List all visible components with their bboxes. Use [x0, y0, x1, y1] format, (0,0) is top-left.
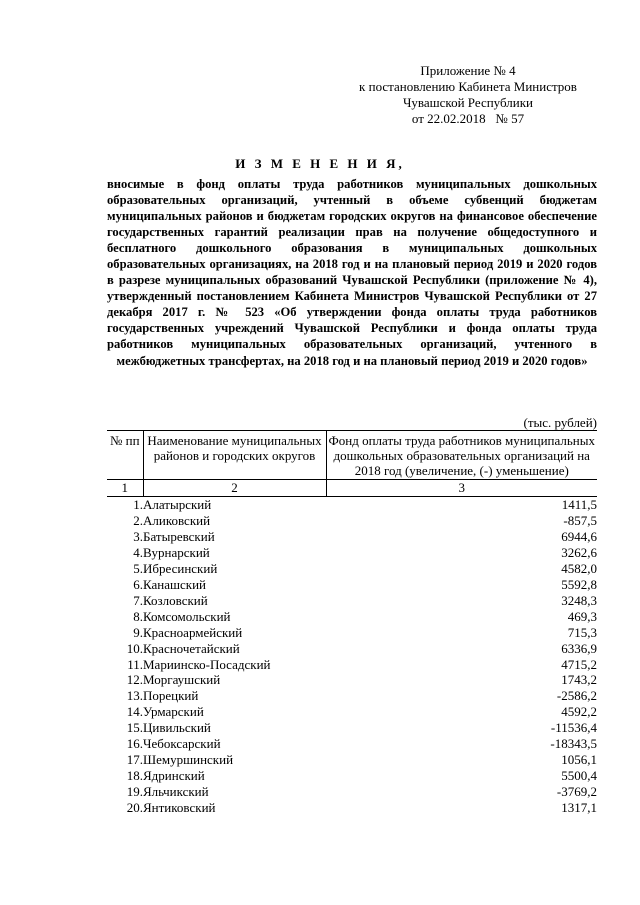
document-subtitle: вносимые в фонд оплаты труда работников муниципальных дошкольных образовательных организаций, учтенный в объеме субвенций бюджетам муниципальных районов и бюджетам городских округов на финансовое обеспечение государственных гарантий реализации прав на получение общедоступного и бесплатного дошкольного образования в муниципальных дошкольных образовательных организациях, на 2018 год и на плановый период 2019 и 2020 годов в разрезе муниципальных образований Чувашской Республики (приложение № 4), утвержденный постановлением Кабинета Министров Чувашской Республики от 27 декабря 2017 г. № 523 «Об утверждении фонда оплаты труда работников государственных учреждений Чувашской Республики и фонда оплаты труда работников муниципальных образовательных организаций, учтенного в межбюджетных трансфертах, на 2018 год и на плановый период 2019 и 2020 годов» [107, 177, 597, 368]
row-number: 2. [133, 512, 143, 528]
municipality-name: Вурнарский [143, 544, 210, 560]
row-number: 1. [133, 497, 143, 512]
row-number: 3. [133, 528, 143, 544]
table-row [107, 641, 597, 657]
table-row [107, 736, 597, 752]
fund-change-value: 1317,1 [561, 800, 597, 816]
municipality-name: Шемуршинский [143, 752, 234, 768]
table-row [107, 609, 597, 625]
table-row [107, 577, 597, 593]
row-number: 7. [133, 592, 143, 608]
fund-change-value: -3769,2 [556, 784, 597, 800]
municipality-name: Мариинско-Посадский [143, 656, 271, 672]
municipality-name: Алатырский [143, 497, 212, 512]
municipality-name: Яльчикский [143, 784, 209, 800]
appendix-number: Приложение № 4 [420, 63, 516, 78]
table-row [107, 672, 597, 688]
header-fund: Фонд оплаты труда работников муниципальных дошкольных образовательных организаций на 2018 год (увеличение, (-) уменьшение) [326, 431, 597, 480]
row-number: 10. [126, 640, 143, 656]
fund-change-value: -2586,2 [556, 688, 597, 704]
row-number: 12. [126, 672, 143, 688]
row-number: 4. [133, 544, 143, 560]
municipality-name: Красноармейский [143, 624, 243, 640]
table-row [107, 784, 597, 800]
unit-label: (тыс. рублей) [523, 415, 597, 430]
row-number: 9. [133, 624, 143, 640]
municipality-name: Моргаушский [143, 672, 221, 688]
row-number: 16. [126, 736, 143, 752]
fund-change-value: 3248,3 [561, 592, 597, 608]
fund-change-value: -18343,5 [550, 736, 597, 752]
row-number: 15. [126, 720, 143, 736]
fund-change-value: -857,5 [563, 512, 597, 528]
table-row [107, 593, 597, 609]
fund-change-value: 5592,8 [561, 576, 597, 592]
table-row [107, 657, 597, 673]
fund-change-value: 3262,6 [561, 544, 597, 560]
index-cell-1: 1 [107, 480, 143, 497]
table-row [107, 800, 597, 816]
municipality-name: Канашский [143, 576, 207, 592]
appendix-date: от 22.02.2018 № 57 [411, 111, 525, 126]
appendix-republic: Чувашской Республики [402, 95, 534, 110]
row-number: 11. [127, 656, 143, 672]
table-row [107, 704, 597, 720]
fund-change-value: 4715,2 [561, 656, 597, 672]
table-row [107, 752, 597, 768]
row-number: 14. [126, 704, 143, 720]
municipality-name: Красночетайский [143, 640, 240, 656]
document-heading: И З М Е Н Е Н И Я, [235, 156, 405, 171]
table-row [107, 497, 597, 513]
header-municipality: Наименование муниципальных районов и городских округов [143, 431, 326, 480]
municipality-name: Козловский [143, 592, 208, 608]
row-number: 18. [126, 768, 143, 784]
row-number: 13. [126, 688, 143, 704]
municipality-name: Ибресинский [143, 560, 218, 576]
municipality-name: Янтиковский [143, 800, 216, 816]
fund-change-value: 5500,4 [561, 768, 597, 784]
index-cell-3: 3 [326, 480, 597, 497]
row-number: 6. [133, 576, 143, 592]
fund-change-value: 1411,5 [561, 497, 597, 512]
index-cell-2: 2 [143, 480, 326, 497]
table-row [107, 688, 597, 704]
table-index-row [107, 480, 597, 497]
municipality-name: Цивильский [143, 720, 211, 736]
table-row [107, 545, 597, 561]
fund-change-value: 6336,9 [561, 640, 597, 656]
header-number: № пп [107, 431, 143, 480]
fund-change-value: 4592,2 [561, 704, 597, 720]
municipality-name: Урмарский [143, 704, 204, 720]
changes-table [107, 430, 597, 816]
fund-change-value: -11536,4 [550, 720, 597, 736]
municipality-name: Батыревский [143, 528, 215, 544]
municipality-name: Комсомольский [143, 608, 231, 624]
appendix-reference: к постановлению Кабинета Министров [359, 79, 577, 94]
table-header-row [107, 431, 597, 480]
table-row [107, 561, 597, 577]
row-number: 5. [133, 560, 143, 576]
table-row [107, 529, 597, 545]
row-number: 17. [126, 752, 143, 768]
municipality-name: Аликовский [143, 512, 211, 528]
fund-change-value: 6944,6 [561, 528, 597, 544]
appendix-block [340, 63, 596, 127]
row-number: 8. [133, 608, 143, 624]
municipality-name: Порецкий [143, 688, 199, 704]
row-number: 19. [126, 784, 143, 800]
fund-change-value: 715,3 [567, 624, 597, 640]
municipality-name: Чебоксарский [143, 736, 221, 752]
table-row [107, 513, 597, 529]
table-row [107, 768, 597, 784]
municipality-name: Ядринский [143, 768, 205, 784]
fund-change-value: 1056,1 [561, 752, 597, 768]
row-number: 20. [126, 800, 143, 816]
table-row [107, 720, 597, 736]
fund-change-value: 1743,2 [561, 672, 597, 688]
table-row [107, 625, 597, 641]
table-body [107, 497, 597, 817]
fund-change-value: 469,3 [567, 608, 597, 624]
fund-change-value: 4582,0 [561, 560, 597, 576]
